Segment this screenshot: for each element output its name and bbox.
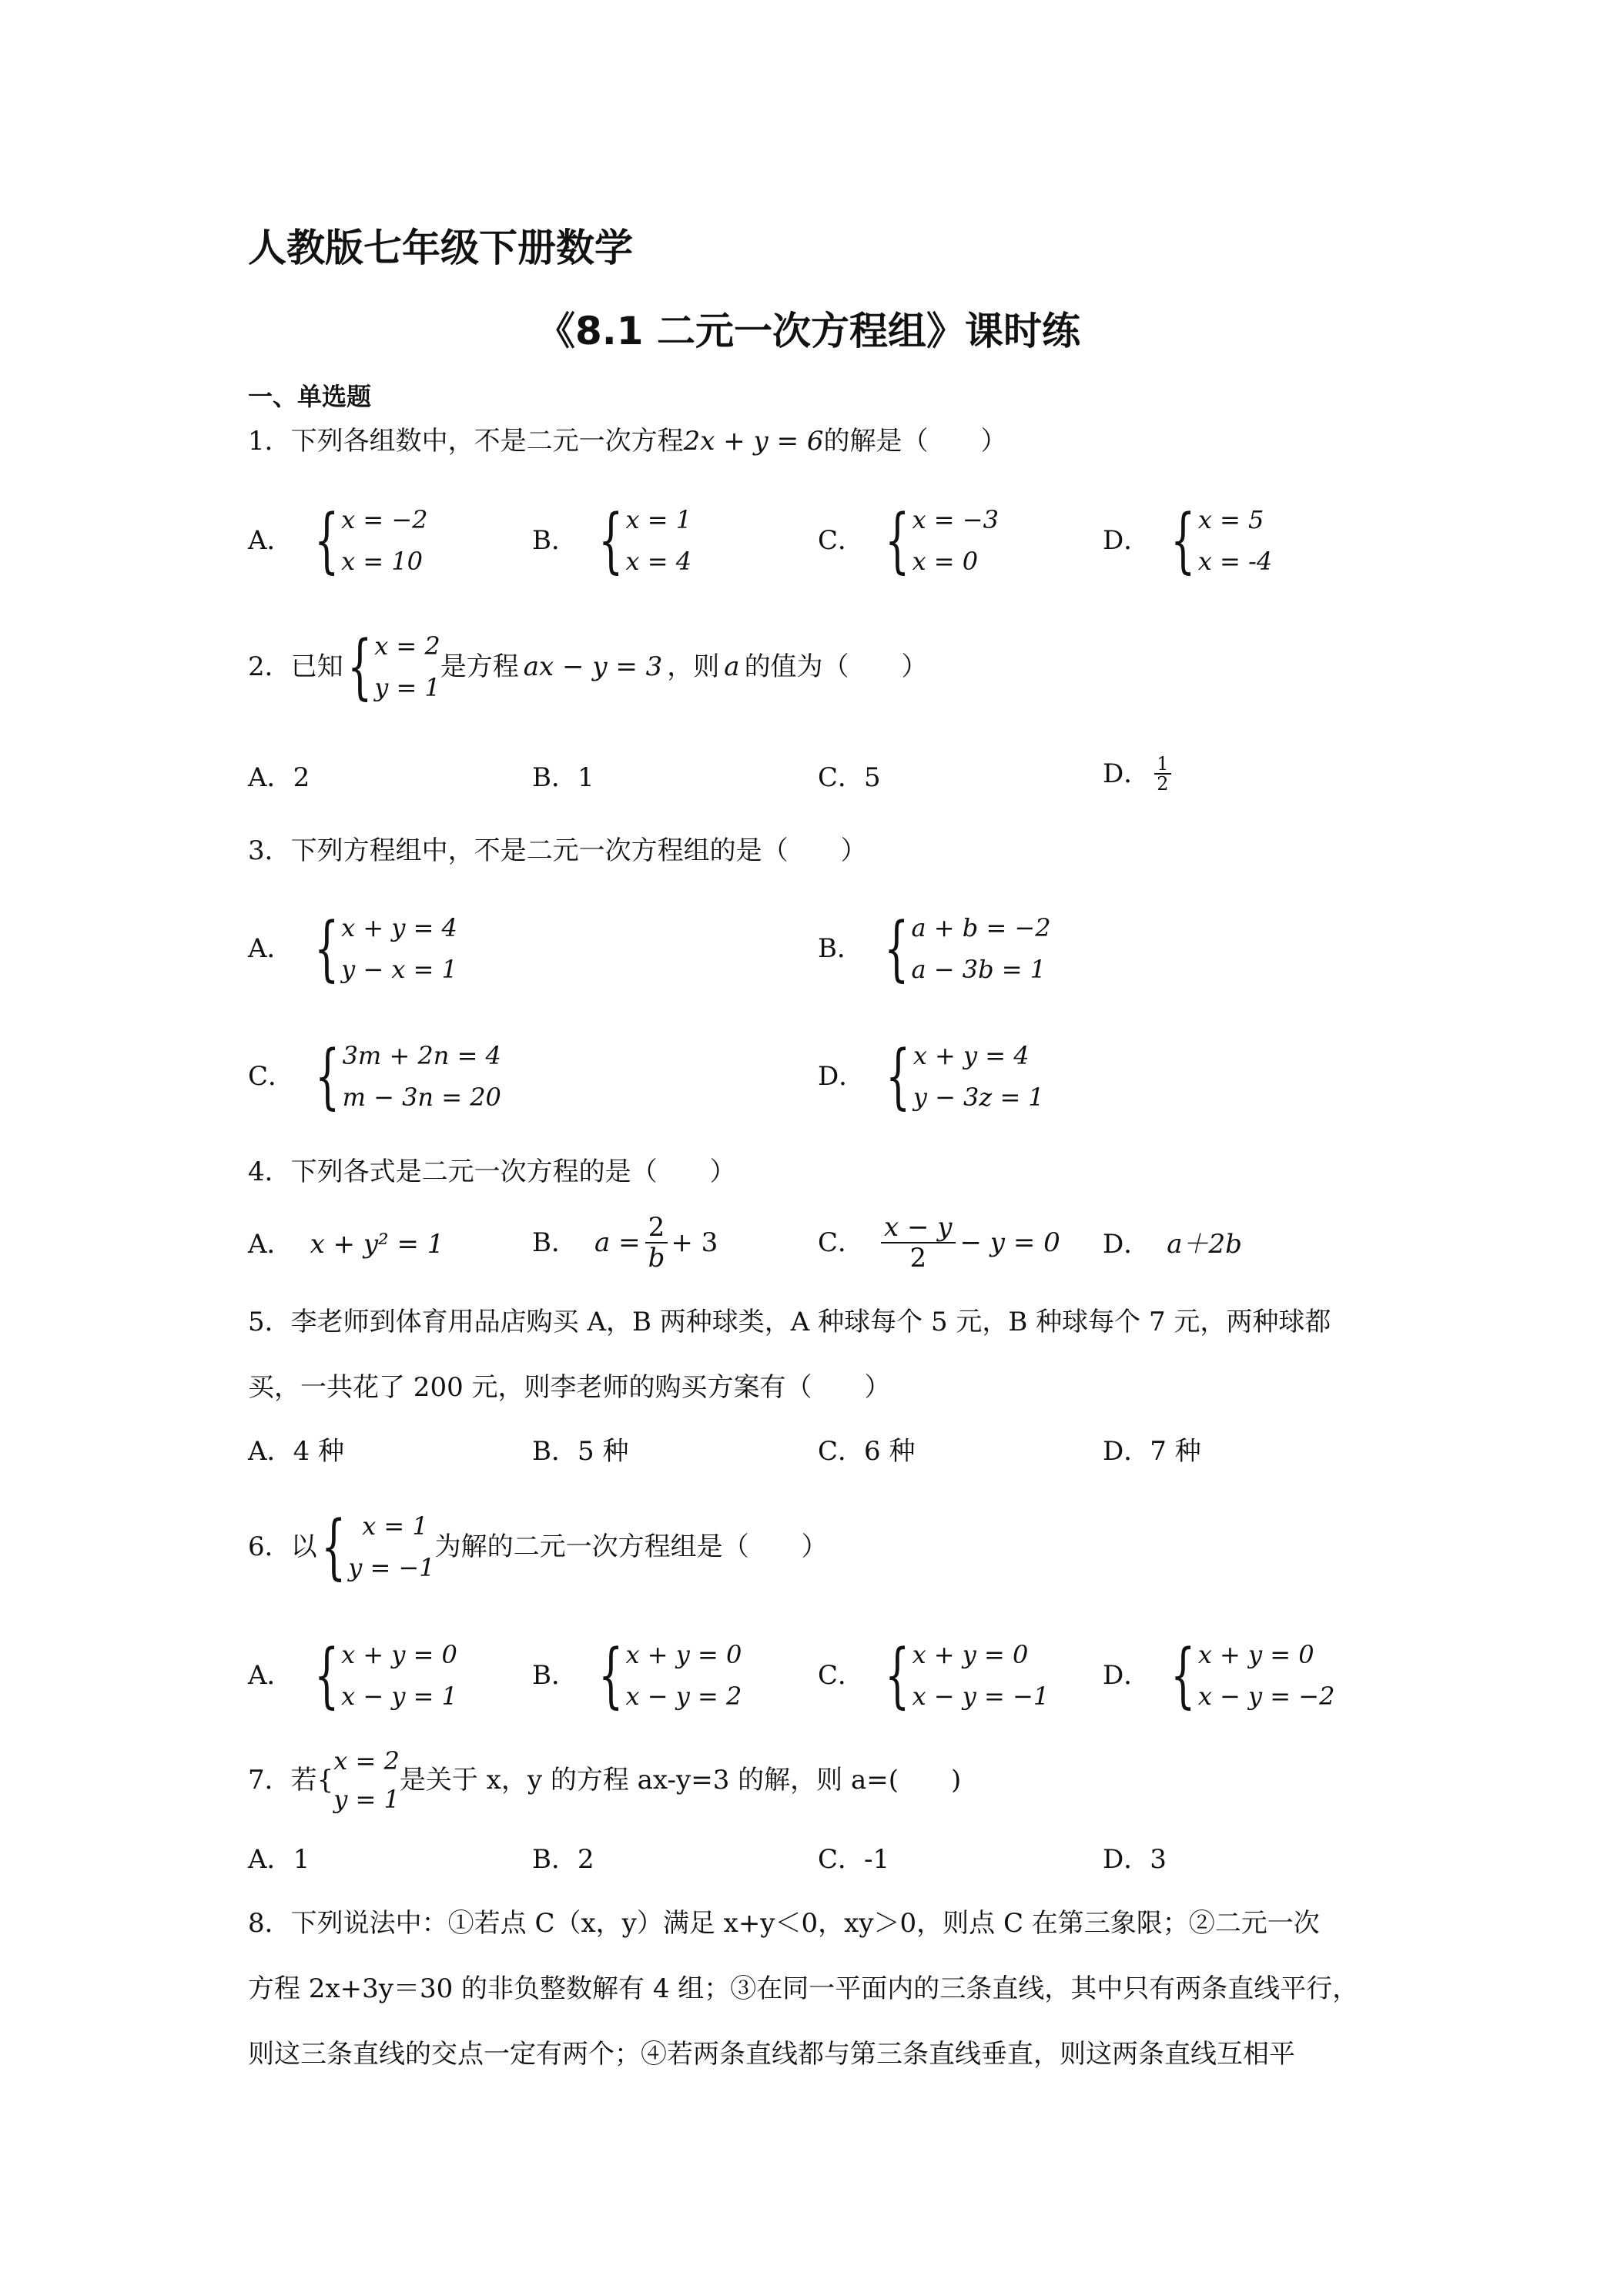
question-7-stem: 7．若{ x = 2 y = 1 是关于 x，y 的方程 ax-y=3 的解，则 a=( )	[248, 1746, 962, 1814]
question-3-stem: 3．下列方程组中，不是二元一次方程组的是（ ）	[248, 835, 867, 866]
question-8-line-1: 8．下列说法中：①若点 C（x，y）满足 x+y＜0，xy＞0，则点 C 在第三象限；②二元一次	[248, 1908, 1320, 1939]
question-1-option-b[interactable]: B． { x = 1 x = 4	[532, 499, 692, 581]
question-6-option-d[interactable]: D． { x + y = 0 x − y = −2	[1103, 1634, 1335, 1716]
question-4-option-a[interactable]: A． x + y² = 1	[248, 1229, 444, 1260]
question-4-option-b[interactable]: B． a = $\frac{2}{b}$ + 3	[532, 1212, 718, 1274]
question-7-option-a[interactable]: A．1	[248, 1844, 310, 1875]
question-8-line-3: 则这三条直线的交点一定有两个；④若两条直线都与第三条直线垂直，则这两条直线互相平	[248, 2039, 1295, 2070]
question-5-option-d[interactable]: D．7 种	[1103, 1436, 1201, 1467]
question-6-option-c[interactable]: C． { x + y = 0 x − y = −1	[818, 1634, 1050, 1716]
question-5-option-a[interactable]: A．4 种	[248, 1436, 345, 1467]
question-5-option-b[interactable]: B．5 种	[532, 1436, 629, 1467]
question-1-option-c[interactable]: C． { x = −3 x = 0	[818, 499, 999, 581]
question-7-option-d[interactable]: D．3	[1103, 1844, 1167, 1875]
question-2-option-b[interactable]: B．1	[532, 762, 594, 793]
question-1-stem: 1．下列各组数中，不是二元一次方程2x + y = 6的解是（ ）	[248, 426, 1007, 457]
document-subtitle: 《8.1 二元一次方程组》课时练	[537, 309, 1080, 353]
question-2-option-d[interactable]: D． $\frac{1}{2}$	[1103, 755, 1171, 793]
question-4-option-d[interactable]: D． a＋2b	[1103, 1229, 1242, 1260]
question-3-option-a[interactable]: A． { x + y = 4 y − x = 1	[248, 907, 457, 989]
question-3-option-c[interactable]: C． { 3m + 2n = 4 m − 3n = 20	[248, 1035, 501, 1117]
question-4-option-c[interactable]: C． $\frac{x - y}{2}$ − y = 0	[818, 1212, 1060, 1274]
question-7-option-b[interactable]: B．2	[532, 1844, 594, 1875]
question-6-stem: 6．以 { x = 1 y = −1 为解的二元一次方程组是（ ）	[248, 1505, 828, 1588]
question-5-option-c[interactable]: C．6 种	[818, 1436, 916, 1467]
question-1-equation: 2x + y = 6	[683, 426, 824, 457]
question-2-stem: 2．已知 { x = 2 y = 1 是方程 ax − y = 3 ，则 a 的值为（ ）	[248, 625, 928, 708]
question-6-option-a[interactable]: A． { x + y = 0 x − y = 1	[248, 1634, 457, 1716]
question-3-option-b[interactable]: B． { a + b = −2 a − 3b = 1	[818, 907, 1051, 989]
question-2-option-c[interactable]: C．5	[818, 762, 881, 793]
question-4-stem: 4．下列各式是二元一次方程的是（ ）	[248, 1156, 736, 1187]
question-5-line-2: 买，一共花了 200 元，则李老师的购买方案有（ ）	[248, 1372, 891, 1403]
question-1-option-a[interactable]: A． { x = −2 x = 10	[248, 499, 428, 581]
question-6-option-b[interactable]: B． { x + y = 0 x − y = 2	[532, 1634, 742, 1716]
question-7-option-c[interactable]: C．-1	[818, 1844, 890, 1875]
document-title: 人教版七年级下册数学	[248, 226, 633, 270]
question-5-line-1: 5．李老师到体育用品店购买 A，B 两种球类，A 种球每个 5 元，B 种球每个 7 元，两种球都	[248, 1307, 1331, 1337]
question-1-option-d[interactable]: D． { x = 5 x = -4	[1103, 499, 1273, 581]
question-8-line-2: 方程 2x+3y＝30 的非负整数解有 4 组；③在同一平面内的三条直线，其中只有两条直线平行，	[248, 1973, 1359, 2004]
section-heading: 一、单选题	[248, 382, 372, 411]
question-3-option-d[interactable]: D． { x + y = 4 y − 3z = 1	[818, 1035, 1044, 1117]
question-2-option-a[interactable]: A．2	[248, 762, 310, 793]
